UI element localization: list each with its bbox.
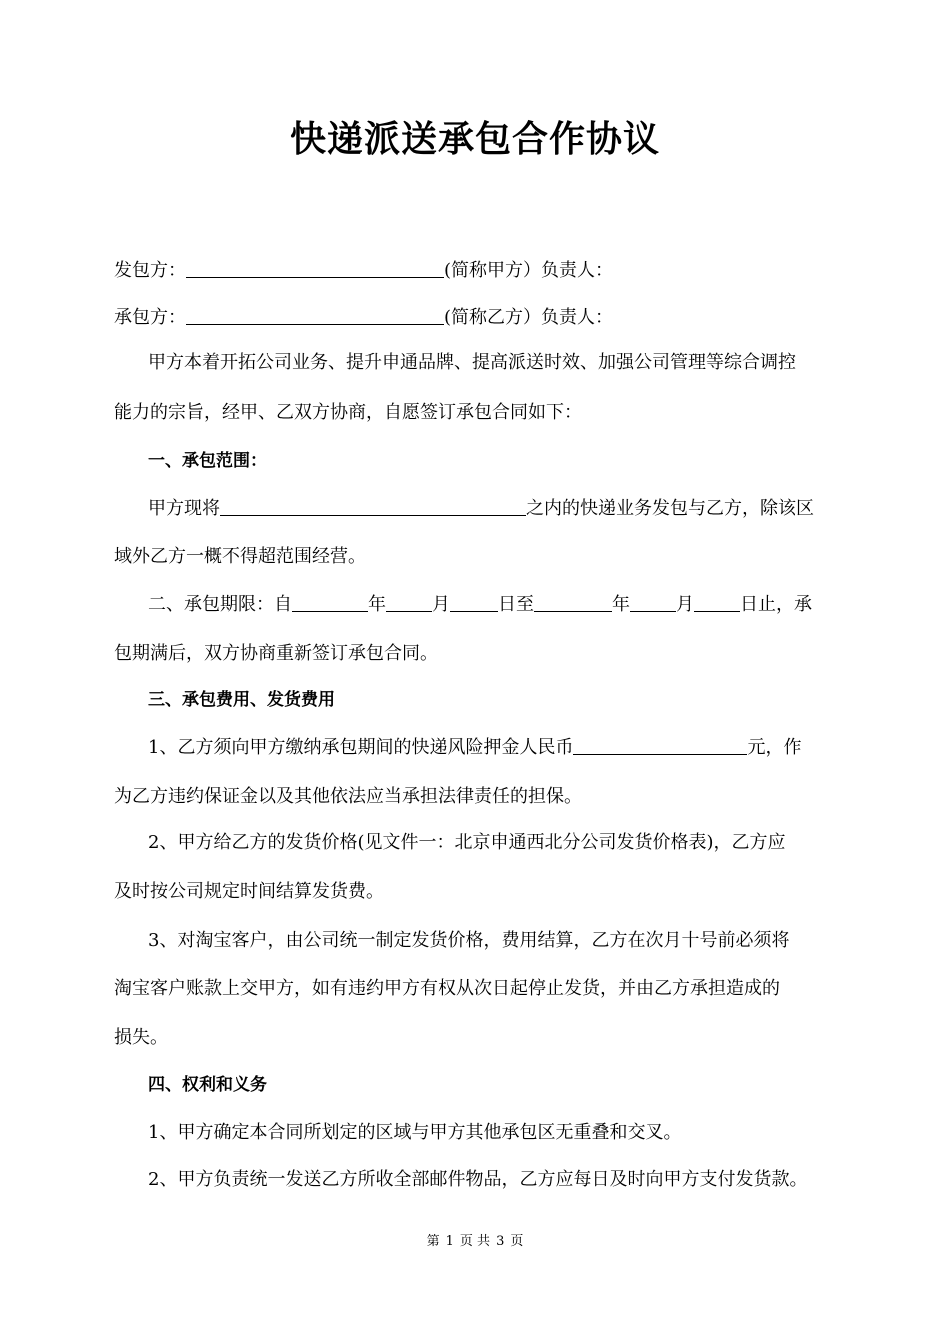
section-4-p1: 1、甲方确定本合同所划定的区域与甲方其他承包区无重叠和交叉。	[148, 1122, 682, 1143]
section-3-p2-line-1: 2、甲方给乙方的发货价格(见文件一：北京申通西北分公司发货价格表)，乙方应	[148, 832, 786, 853]
party-a-suffix: (简称甲方）负责人：	[444, 260, 614, 281]
party-b-blank[interactable]	[186, 304, 444, 325]
party-b-line	[114, 304, 613, 331]
section-3-p3-line-2: 淘宝客户账款上交甲方，如有违约甲方有权从次日起停止发货，并由乙方承担造成的	[114, 978, 780, 999]
deposit-pre: 1、乙方须向甲方缴纳承包期间的快递风险押金人民币	[148, 737, 574, 758]
footer-page-total: 3	[496, 1234, 505, 1249]
party-a-blank[interactable]	[186, 257, 444, 278]
footer-page-current: 1	[445, 1234, 454, 1249]
section-2-line-2: 包期满后，双方协商重新签订承包合同。	[114, 643, 438, 664]
month-label: 月	[432, 594, 450, 615]
intro-line-2: 能力的宗旨，经甲、乙双方协商，自愿签订承包合同如下：	[114, 402, 582, 423]
intro-line-1: 甲方本着开拓公司业务、提升申通品牌、提高派送时效、加强公司管理等综合调控	[148, 352, 796, 373]
party-b-suffix: (简称乙方）负责人：	[444, 307, 614, 328]
section-1-post: 之内的快递业务发包与乙方，除该区	[526, 498, 814, 519]
end-year-blank[interactable]	[534, 591, 612, 612]
section-1-heading: 一、承包范围：	[148, 451, 267, 471]
section-3-p2-line-2: 及时按公司规定时间结算发货费。	[114, 881, 384, 902]
section-3-heading: 三、承包费用、发货费用	[148, 690, 335, 710]
start-month-blank[interactable]	[386, 591, 432, 612]
party-a-label: 发包方：	[114, 260, 186, 281]
end-month-blank[interactable]	[630, 591, 676, 612]
section-2-label: 二、承包期限：自	[148, 594, 292, 615]
end-day-blank[interactable]	[694, 591, 740, 612]
document-title: 快递派送承包合作协议	[289, 119, 660, 160]
year-label: 年	[368, 594, 386, 615]
deposit-post: 元，作	[747, 737, 802, 758]
section-1-line-2: 域外乙方一概不得超范围经营。	[114, 546, 366, 567]
party-a-line	[114, 257, 613, 284]
deposit-amount-blank[interactable]	[573, 734, 747, 755]
month2-label: 月	[676, 594, 694, 615]
day-to-label: 日至	[498, 594, 534, 615]
section-3-p3-line-1: 3、对淘宝客户，由公司统一制定发货价格，费用结算，乙方在次月十号前必须将	[148, 930, 790, 951]
footer-page-end: 页	[510, 1234, 524, 1249]
section-4-p2: 2、甲方负责统一发送乙方所收全部邮件物品，乙方应每日及时向甲方支付发货款。	[148, 1169, 808, 1190]
section-1-pre: 甲方现将	[148, 498, 220, 519]
section-3-p3-line-3: 损失。	[114, 1027, 168, 1048]
region-blank[interactable]	[220, 495, 526, 516]
start-day-blank[interactable]	[450, 591, 498, 612]
section-2-line-1	[148, 591, 812, 618]
start-year-blank[interactable]	[292, 591, 368, 612]
day-end-label: 日止，承	[740, 594, 812, 615]
party-b-label: 承包方：	[114, 307, 186, 328]
footer-page-label: 第	[426, 1234, 440, 1249]
year2-label: 年	[612, 594, 630, 615]
page-footer	[0, 1233, 950, 1251]
section-3-p1-line-2: 为乙方违约保证金以及其他依法应当承担法律责任的担保。	[114, 786, 582, 807]
section-3-p1-line-1	[148, 734, 801, 761]
section-4-heading: 四、权利和义务	[148, 1075, 267, 1095]
section-1-line-1	[148, 495, 814, 522]
footer-page-sep: 页 共	[459, 1234, 491, 1249]
